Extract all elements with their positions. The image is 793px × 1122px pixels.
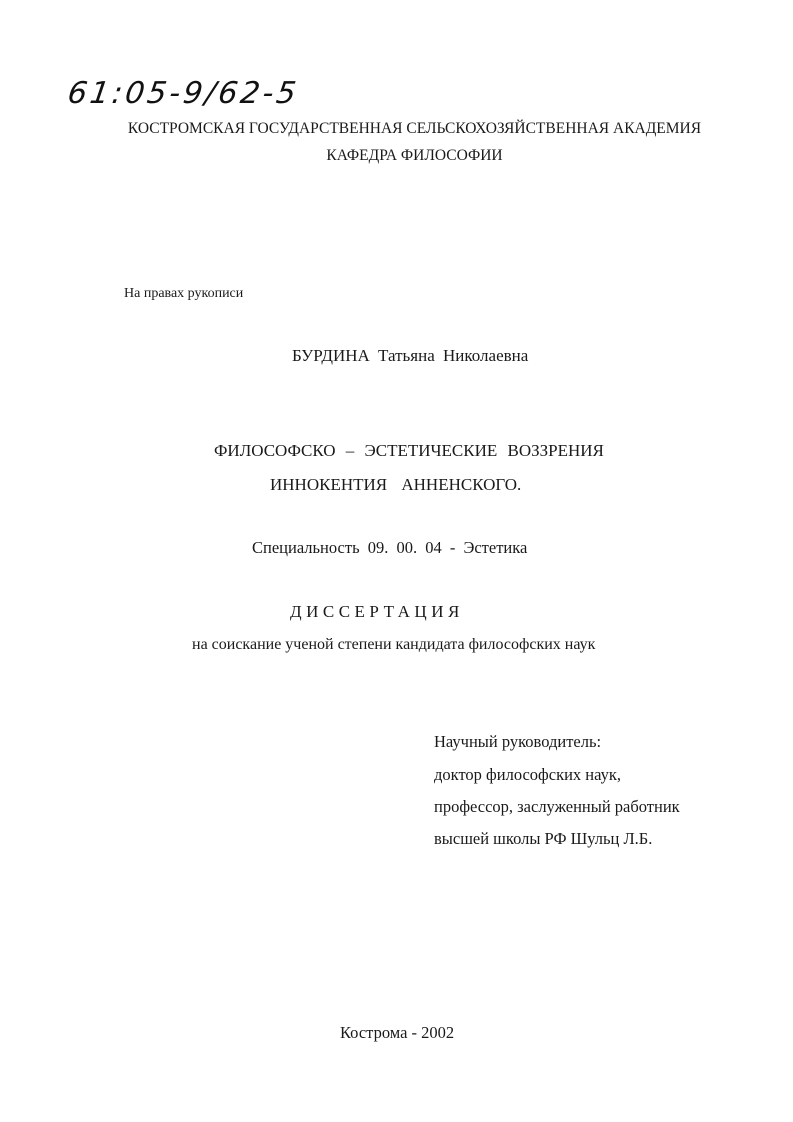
specialty: Специальность 09. 00. 04 - Эстетика	[252, 538, 528, 557]
archive-number: 61:05-9/62-5	[65, 76, 302, 111]
supervisor-title: профессор, заслуженный работник	[434, 797, 680, 816]
document-type: ДИССЕРТАЦИЯ	[290, 602, 464, 621]
degree-statement: на соискание ученой степени кандидата философских наук	[192, 636, 596, 653]
city-year: Кострома - 2002	[340, 1023, 455, 1042]
manuscript-rights-note: На правах рукописи	[124, 286, 244, 301]
supervisor-name: высшей школы РФ Шульц Л.Б.	[434, 829, 653, 848]
institution-name: КОСТРОМСКАЯ ГОСУДАРСТВЕННАЯ СЕЛЬСКОХОЗЯЙСТВЕННАЯ АКАДЕМИЯ	[127, 120, 702, 137]
dissertation-title-line-1: ФИЛОСОФСКО – ЭСТЕТИЧЕСКИЕ ВОЗЗРЕНИЯ	[214, 441, 604, 460]
department-name: КАФЕДРА ФИЛОСОФИИ	[326, 147, 503, 164]
supervisor-degree: доктор философских наук,	[434, 765, 621, 784]
dissertation-title-line-2: ИННОКЕНТИЯ АННЕНСКОГО.	[270, 475, 522, 494]
author-name: БУРДИНА Татьяна Николаевна	[292, 346, 529, 365]
supervisor-heading: Научный руководитель:	[434, 732, 602, 751]
